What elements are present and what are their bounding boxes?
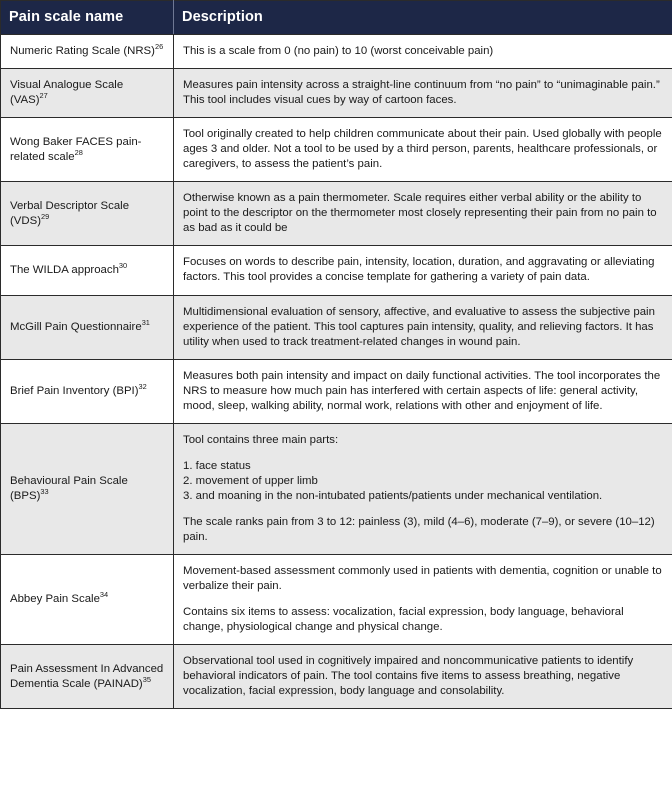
table-row (1, 645, 672, 709)
description-paragraph: Observational tool used in cognitively impaired and noncommunicative patients to identify behavioral indicators of pain. The tool contains five items to assess breathing, negative vocalization, facial expression, body language and consolability. (183, 655, 634, 698)
description-cell (174, 359, 672, 423)
description-cell (174, 645, 672, 709)
pain-scale-name-cell (1, 645, 174, 709)
table-row (1, 118, 672, 182)
pain-scale-name-cell (1, 182, 174, 246)
pain-scale-name-text: Behavioural Pain Scale (BPS) (10, 474, 128, 502)
reference-superscript: 34 (99, 590, 109, 600)
description-cell (174, 182, 672, 246)
description-cell (174, 35, 672, 69)
pain-scale-name-text: Brief Pain Inventory (BPI) (10, 384, 139, 397)
table-row (1, 423, 672, 554)
table-header (1, 1, 672, 35)
description-paragraph: This is a scale from 0 (no pain) to 10 (worst conceivable pain) (183, 45, 494, 57)
pain-scale-name-text: Wong Baker FACES pain-related scale (10, 135, 142, 163)
reference-superscript: 32 (138, 381, 147, 391)
header-row (1, 1, 672, 35)
reference-superscript: 35 (142, 675, 151, 685)
table-row (1, 359, 672, 423)
pain-scale-name-cell (1, 423, 174, 554)
column-header-pain-scale-name: Pain scale name (1, 1, 174, 35)
description-paragraph: Tool originally created to help children communicate about their pain. Used globally with people ages 3 and older. Not a tool to be used by a third person, parents, healthcare professionals, or caregivers, to assess the patient’s pain. (183, 128, 662, 171)
description-cell (174, 423, 672, 554)
description-paragraph: The scale ranks pain from 3 to 12: painless (3), mild (4–6), moderate (7–9), or severe (10–12) pain. (183, 515, 655, 544)
pain-scale-name-text: McGill Pain Questionnaire (10, 320, 142, 333)
table-row (1, 246, 672, 295)
pain-scale-name-text: Pain Assessment In Advanced Dementia Scale (PAINAD) (10, 662, 164, 690)
pain-scale-name-cell (1, 359, 174, 423)
description-cell (174, 69, 672, 118)
description-paragraph: Measures pain intensity across a straight-line continuum from “no pain” to “unimaginable pain.” This tool includes visual cues by way of cartoon faces. (183, 79, 660, 107)
reference-superscript: 28 (74, 147, 83, 157)
pain-scale-name-text: Numeric Rating Scale (NRS) (10, 45, 155, 57)
pain-scale-name-text: Abbey Pain Scale (10, 593, 100, 606)
description-paragraph: Movement-based assessment commonly used in patients with dementia, cognition or unable to verbalize their pain. (183, 565, 662, 593)
description-paragraph: Contains six items to assess: vocalization, facial expression, body language, behavioral change, physiological change and physical change. (183, 606, 624, 634)
table-row (1, 295, 672, 359)
reference-superscript: 30 (118, 261, 128, 271)
list-item: 1. face status (183, 459, 251, 472)
pain-scale-name-cell (1, 246, 174, 295)
reference-superscript: 26 (154, 42, 164, 52)
description-paragraph: Tool contains three main parts: (183, 433, 339, 446)
table-row (1, 555, 672, 645)
list-item: 3. and moaning in the non-intubated patients/patients under mechanical ventilation. (183, 489, 603, 502)
reference-superscript: 27 (39, 91, 48, 101)
pain-scale-name-text: Verbal Descriptor Scale (VDS) (10, 199, 130, 227)
reference-superscript: 33 (40, 487, 49, 497)
description-list (183, 459, 663, 504)
table-body (1, 35, 672, 709)
table-row (1, 35, 672, 69)
pain-scale-name-text: The WILDA approach (10, 263, 119, 276)
table-row (1, 182, 672, 246)
pain-scale-name-text: Visual Analogue Scale (VAS) (10, 79, 124, 107)
reference-superscript: 29 (41, 212, 50, 222)
pain-scale-name-cell (1, 69, 174, 118)
description-paragraph: Focuses on words to describe pain, intensity, location, duration, and aggravating or alleviating factors. This tool provides a concise template for gathering a variety of pain data. (183, 256, 655, 284)
description-paragraph: Otherwise known as a pain thermometer. Scale requires either verbal ability or the ability to point to the descriptor on the thermometer most closely representing their pain from no pain to as bad as it could be (183, 192, 657, 235)
pain-scale-name-cell (1, 35, 174, 69)
list-item: 2. movement of upper limb (183, 474, 318, 487)
description-cell (174, 118, 672, 182)
description-paragraph: Measures both pain intensity and impact on daily functional activities. The tool incorporates the NRS to measure how much pain has interfered with certain aspects of life: general activity, mood, sleep, walking ability, normal work, relations with other and enjoyment of life. (183, 369, 661, 412)
column-header-description: Description (174, 1, 672, 35)
description-cell (174, 246, 672, 295)
table-row (1, 69, 672, 118)
pain-scale-name-cell (1, 555, 174, 645)
pain-scale-name-cell (1, 118, 174, 182)
reference-superscript: 31 (141, 317, 150, 327)
description-cell (174, 295, 672, 359)
pain-scale-name-cell (1, 295, 174, 359)
description-paragraph: Multidimensional evaluation of sensory, affective, and evaluative to assess the subjective pain experience of the patient. This tool captures pain intensity, quality, and relieving factors. It has utility when used to track treatment-related changes in wound pain. (183, 305, 655, 348)
description-cell (174, 555, 672, 645)
